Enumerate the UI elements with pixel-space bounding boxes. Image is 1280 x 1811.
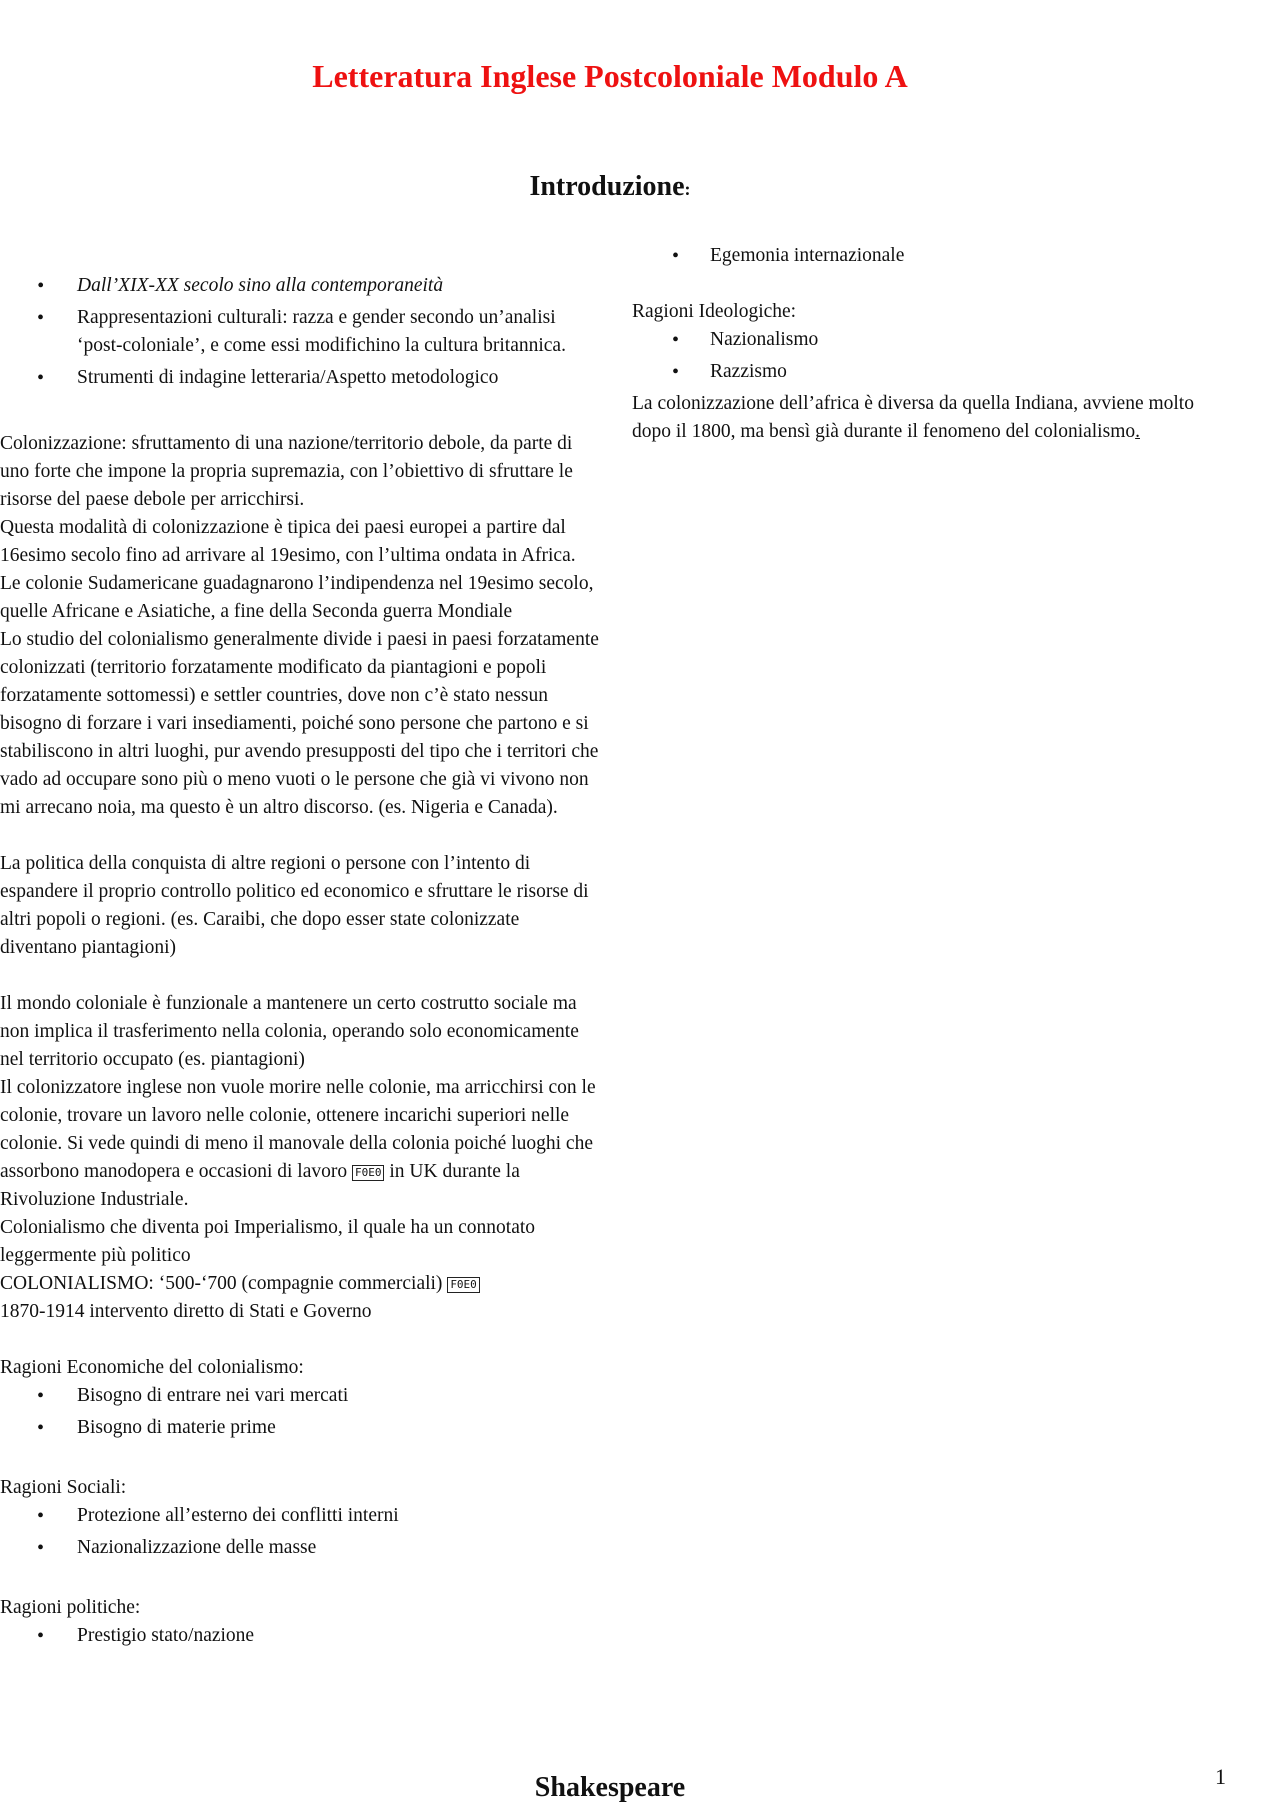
list-item: • Protezione all’esterno dei conflitti interni	[0, 1502, 600, 1530]
list-item: • Prestigio stato/nazione	[0, 1622, 600, 1650]
list-item: • Bisogno di entrare nei vari mercati	[0, 1382, 600, 1410]
economic-reasons-list	[0, 1382, 600, 1442]
ideological-reasons-list	[632, 326, 1212, 386]
spacer	[0, 822, 600, 850]
spacer	[0, 962, 600, 990]
list-item: • Dall’XIX-XX secolo sino alla contemporaneità	[0, 272, 600, 300]
page-title: Letteratura Inglese Postcoloniale Modulo A	[312, 58, 908, 94]
paragraph-part: in UK durante la Rivoluzione Industriale.	[0, 1161, 520, 1210]
spacer	[0, 1566, 600, 1594]
political-reasons-list-continued	[632, 242, 1212, 270]
paragraph: 1870-1914 intervento diretto di Stati e Governo	[0, 1301, 372, 1322]
intro-heading	[0, 171, 1220, 203]
africa-note-end: .	[1135, 421, 1140, 442]
spacer	[632, 270, 1212, 298]
paragraph-part: Il colonizzatore inglese non vuole morire nelle colonie, ma arricchirsi con le colonie, trovare un lavoro nelle colonie, ottenere incarichi superiori nelle colonie. Si vede quindi di meno il manovale della colonia poiché luoghi che assorbono manodopera e occasioni di lavoro	[0, 1077, 596, 1182]
political-reasons-label: Ragioni politiche:	[0, 1597, 141, 1618]
paragraph: Il mondo coloniale è funzionale a mantenere un certo costrutto sociale ma non implica il trasferimento nella colonia, operando solo economicamente nel territorio occupato (es. piantagioni)	[0, 993, 579, 1070]
social-reasons-label: Ragioni Sociali:	[0, 1477, 127, 1498]
list-item: • Strumenti di indagine letteraria/Aspetto metodologico	[0, 364, 600, 392]
intro-heading-colon: :	[684, 179, 691, 199]
right-column	[632, 242, 1212, 446]
economic-reasons-label: Ragioni Economiche del colonialismo:	[0, 1357, 304, 1378]
list-item: • Rappresentazioni culturali: razza e gender secondo un’analisi ‘post-coloniale’, e come essi modifichino la cultura britannica.	[0, 304, 600, 360]
spacer	[0, 1326, 600, 1354]
paragraph	[0, 1074, 600, 1214]
political-reasons-list	[0, 1622, 600, 1650]
arrow-glyph-icon: F0E0	[447, 1277, 480, 1293]
spacer	[0, 1446, 600, 1474]
list-item: • Razzismo	[632, 358, 1212, 386]
paragraph	[0, 1270, 600, 1298]
spacer	[0, 396, 600, 430]
list-item: • Nazionalismo	[632, 326, 1212, 354]
paragraph: Colonialismo che diventa poi Imperialismo, il quale ha un connotato leggermente più politico	[0, 1217, 536, 1266]
africa-note-text: La colonizzazione dell’africa è diversa da quella Indiana, avviene molto dopo il 1800, ma bensì già durante il fenomeno del colonialismo	[632, 393, 1194, 442]
list-item: • Nazionalizzazione delle masse	[0, 1534, 600, 1562]
africa-note	[632, 390, 1212, 446]
paragraph-part: COLONIALISMO: ‘500-‘700 (compagnie commerciali)	[0, 1273, 443, 1294]
paragraph: Questa modalità di colonizzazione è tipica dei paesi europei a partire dal 16esimo secolo fino ad arrivare al 19esimo, con l’ultima ondata in Africa. Le colonie Sudamericane guadagnarono l’indipendenza nel 19esimo secolo, quelle Africane e Asiatiche, a fine della Seconda guerra Mondiale	[0, 517, 594, 622]
ideological-reasons-label: Ragioni Ideologiche:	[632, 301, 797, 322]
list-item: • Egemonia internazionale	[632, 242, 1212, 270]
intro-heading-text: Introduzione	[529, 171, 685, 202]
arrow-glyph-icon: F0E0	[352, 1165, 385, 1181]
next-section-heading: Shakespeare	[534, 1772, 686, 1803]
paragraph: Colonizzazione: sfruttamento di una nazione/territorio debole, da parte di uno forte che impone la propria supremazia, con l’obiettivo di sfruttare le risorse del paese debole per arricchirsi.	[0, 433, 573, 510]
page-number: 1	[1215, 1764, 1226, 1789]
social-reasons-list	[0, 1502, 600, 1562]
intro-bullet-list	[0, 272, 600, 392]
paragraph: Lo studio del colonialismo generalmente divide i paesi in paesi forzatamente colonizzati (territorio forzatamente modificato da piantagioni e popoli forzatamente sottomessi) e settler countries, dove non c’è stato nessun bisogno di forzare i vari insediamenti, poiché sono persone che partono e si stabiliscono in altri luoghi, pur avendo presupposti del tipo che i territori che vado ad occupare sono più o meno vuoti o le persone che già vi vivono non mi arrecano noia, ma questo è un altro discorso. (es. Nigeria e Canada).	[0, 629, 599, 818]
list-item: • Bisogno di materie prime	[0, 1414, 600, 1442]
left-column	[0, 272, 600, 1654]
paragraph: La politica della conquista di altre regioni o persone con l’intento di espandere il proprio controllo politico ed economico e sfruttare le risorse di altri popoli o regioni. (es. Caraibi, che dopo esser state colonizzate diventano piantagioni)	[0, 853, 589, 958]
